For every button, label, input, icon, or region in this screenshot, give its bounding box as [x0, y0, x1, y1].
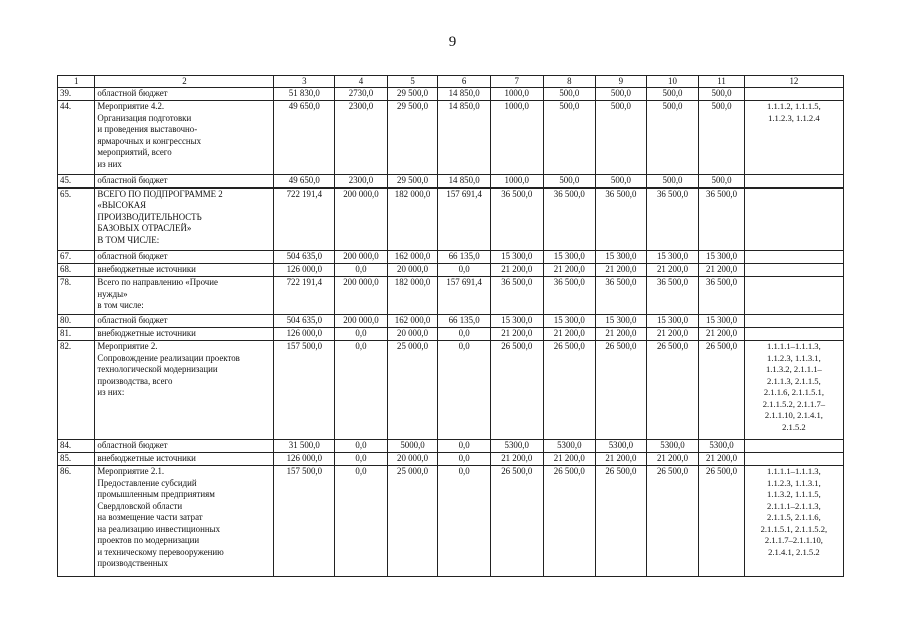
amount-cell: 36 500,0	[543, 277, 596, 315]
amount-cell: 20 000,0	[387, 328, 438, 341]
amount-cell: 500,0	[646, 101, 699, 175]
amount-cell: 200 000,0	[335, 188, 388, 251]
amount-cell: 0,0	[335, 466, 388, 577]
amount-cell: 26 500,0	[490, 341, 543, 440]
row-number: 68.	[58, 264, 95, 277]
amount-cell: 15 300,0	[596, 251, 647, 264]
amount-cell: 0,0	[335, 440, 388, 453]
amount-cell: 21 200,0	[596, 264, 647, 277]
amount-cell: 26 500,0	[699, 341, 745, 440]
table-row	[58, 188, 844, 251]
column-header: 1	[58, 76, 95, 88]
amount-cell: 36 500,0	[596, 188, 647, 251]
target-indicators: 1.1.1.2, 1.1.1.5, 1.1.2.3, 1.1.2.4	[744, 101, 843, 175]
row-number: 82.	[58, 341, 95, 440]
amount-cell: 26 500,0	[596, 466, 647, 577]
column-header: 3	[274, 76, 335, 88]
amount-cell: 36 500,0	[596, 277, 647, 315]
amount-cell: 26 500,0	[596, 341, 647, 440]
amount-cell: 21 200,0	[646, 453, 699, 466]
column-header-row	[58, 76, 844, 88]
target-indicators	[744, 328, 843, 341]
amount-cell: 0,0	[438, 453, 491, 466]
amount-cell: 36 500,0	[646, 277, 699, 315]
row-number: 80.	[58, 315, 95, 328]
column-header: 6	[438, 76, 491, 88]
row-title: Мероприятие 2. Сопровождение реализации проектов технологической модернизации производства, всего из них:	[95, 341, 274, 440]
table-row	[58, 315, 844, 328]
row-number: 85.	[58, 453, 95, 466]
amount-cell: 0,0	[438, 341, 491, 440]
row-number: 39.	[58, 88, 95, 101]
amount-cell: 15 300,0	[699, 251, 745, 264]
table-row	[58, 264, 844, 277]
amount-cell: 504 635,0	[274, 315, 335, 328]
amount-cell: 0,0	[438, 328, 491, 341]
amount-cell: 29 500,0	[387, 101, 438, 175]
amount-cell: 14 850,0	[438, 88, 491, 101]
column-header: 9	[596, 76, 647, 88]
amount-cell: 5300,0	[699, 440, 745, 453]
amount-cell: 500,0	[699, 88, 745, 101]
target-indicators	[744, 277, 843, 315]
amount-cell: 15 300,0	[596, 315, 647, 328]
amount-cell: 0,0	[438, 264, 491, 277]
amount-cell: 26 500,0	[646, 341, 699, 440]
amount-cell: 500,0	[699, 101, 745, 175]
row-title: ВСЕГО ПО ПОДПРОГРАММЕ 2 «ВЫСОКАЯ ПРОИЗВОДИТЕЛЬНОСТЬ БАЗОВЫХ ОТРАСЛЕЙ» В ТОМ ЧИСЛЕ:	[95, 188, 274, 251]
row-title: областной бюджет	[95, 88, 274, 101]
amount-cell: 504 635,0	[274, 251, 335, 264]
amount-cell: 500,0	[596, 101, 647, 175]
table-row	[58, 341, 844, 440]
amount-cell: 15 300,0	[490, 315, 543, 328]
amount-cell: 500,0	[596, 88, 647, 101]
amount-cell: 2300,0	[335, 175, 388, 188]
amount-cell: 157 500,0	[274, 341, 335, 440]
budget-table	[57, 75, 844, 577]
amount-cell: 182 000,0	[387, 277, 438, 315]
amount-cell: 182 000,0	[387, 188, 438, 251]
amount-cell: 722 191,4	[274, 188, 335, 251]
amount-cell: 500,0	[646, 88, 699, 101]
amount-cell: 500,0	[543, 101, 596, 175]
target-indicators	[744, 88, 843, 101]
amount-cell: 5300,0	[646, 440, 699, 453]
amount-cell: 0,0	[335, 453, 388, 466]
row-title: Всего по направлению «Прочие нужды» в том числе:	[95, 277, 274, 315]
amount-cell: 21 200,0	[543, 264, 596, 277]
amount-cell: 0,0	[438, 440, 491, 453]
table-row	[58, 175, 844, 188]
amount-cell: 36 500,0	[490, 188, 543, 251]
amount-cell: 500,0	[699, 175, 745, 188]
target-indicators	[744, 264, 843, 277]
amount-cell: 162 000,0	[387, 251, 438, 264]
amount-cell: 162 000,0	[387, 315, 438, 328]
amount-cell: 36 500,0	[646, 188, 699, 251]
amount-cell: 5300,0	[490, 440, 543, 453]
amount-cell: 26 500,0	[699, 466, 745, 577]
table-row	[58, 88, 844, 101]
amount-cell: 126 000,0	[274, 453, 335, 466]
amount-cell: 66 135,0	[438, 315, 491, 328]
amount-cell: 21 200,0	[490, 264, 543, 277]
amount-cell: 21 200,0	[646, 264, 699, 277]
amount-cell: 15 300,0	[490, 251, 543, 264]
target-indicators	[744, 453, 843, 466]
row-number: 86.	[58, 466, 95, 577]
row-number: 78.	[58, 277, 95, 315]
row-number: 44.	[58, 101, 95, 175]
amount-cell: 21 200,0	[699, 264, 745, 277]
amount-cell: 21 200,0	[543, 328, 596, 341]
row-number: 65.	[58, 188, 95, 251]
row-title: внебюджетные источники	[95, 264, 274, 277]
amount-cell: 66 135,0	[438, 251, 491, 264]
amount-cell: 126 000,0	[274, 328, 335, 341]
target-indicators: 1.1.1.1–1.1.1.3, 1.1.2.3, 1.1.3.1, 1.1.3.2, 2.1.1.1– 2.1.1.3, 2.1.1.5, 2.1.1.6, 2.1.1.5.1, 2.1.1.5.2, 2.1.1.7– 2.1.1.10, 2.1.4.1, 2.1.5.2	[744, 341, 843, 440]
amount-cell: 29 500,0	[387, 88, 438, 101]
amount-cell: 1000,0	[490, 101, 543, 175]
amount-cell: 5300,0	[543, 440, 596, 453]
table-row	[58, 453, 844, 466]
amount-cell: 21 200,0	[699, 453, 745, 466]
target-indicators	[744, 251, 843, 264]
column-header: 11	[699, 76, 745, 88]
target-indicators	[744, 440, 843, 453]
amount-cell: 15 300,0	[543, 251, 596, 264]
amount-cell: 157 500,0	[274, 466, 335, 577]
row-title: областной бюджет	[95, 175, 274, 188]
column-header: 12	[744, 76, 843, 88]
amount-cell: 49 650,0	[274, 175, 335, 188]
amount-cell: 26 500,0	[543, 466, 596, 577]
amount-cell: 21 200,0	[490, 328, 543, 341]
amount-cell: 1000,0	[490, 88, 543, 101]
target-indicators: 1.1.1.1–1.1.1.3, 1.1.2.3, 1.1.3.1, 1.1.3.2, 1.1.1.5, 2.1.1.1–2.1.1.3, 2.1.1.5, 2.1.1.6, 2.1.1.5.1, 2.1.1.5.2, 2.1.1.7–2.1.1.10, 2.1.4.1, 2.1.5.2	[744, 466, 843, 577]
amount-cell: 25 000,0	[387, 466, 438, 577]
amount-cell: 25 000,0	[387, 341, 438, 440]
amount-cell: 5300,0	[596, 440, 647, 453]
amount-cell: 36 500,0	[699, 188, 745, 251]
table-row	[58, 101, 844, 175]
column-header: 5	[387, 76, 438, 88]
amount-cell: 0,0	[335, 328, 388, 341]
amount-cell: 0,0	[335, 264, 388, 277]
amount-cell: 21 200,0	[596, 453, 647, 466]
amount-cell: 20 000,0	[387, 264, 438, 277]
amount-cell: 5000,0	[387, 440, 438, 453]
amount-cell: 31 500,0	[274, 440, 335, 453]
table-row	[58, 440, 844, 453]
amount-cell: 15 300,0	[699, 315, 745, 328]
amount-cell: 51 830,0	[274, 88, 335, 101]
amount-cell: 2730,0	[335, 88, 388, 101]
amount-cell: 200 000,0	[335, 315, 388, 328]
amount-cell: 722 191,4	[274, 277, 335, 315]
amount-cell: 500,0	[543, 88, 596, 101]
target-indicators	[744, 175, 843, 188]
table-row	[58, 277, 844, 315]
page-number: 9	[448, 34, 457, 50]
amount-cell: 21 200,0	[543, 453, 596, 466]
amount-cell: 200 000,0	[335, 251, 388, 264]
column-header: 4	[335, 76, 388, 88]
row-title: внебюджетные источники	[95, 453, 274, 466]
row-title: Мероприятие 4.2. Организация подготовки и проведения выставочно- ярмарочных и конгрессных мероприятий, всего из них	[95, 101, 274, 175]
amount-cell: 0,0	[438, 466, 491, 577]
amount-cell: 15 300,0	[543, 315, 596, 328]
row-number: 67.	[58, 251, 95, 264]
column-header: 7	[490, 76, 543, 88]
amount-cell: 0,0	[335, 341, 388, 440]
amount-cell: 20 000,0	[387, 453, 438, 466]
amount-cell: 15 300,0	[646, 251, 699, 264]
row-number: 45.	[58, 175, 95, 188]
row-title: внебюджетные источники	[95, 328, 274, 341]
amount-cell: 36 500,0	[490, 277, 543, 315]
table-body	[58, 88, 844, 577]
amount-cell: 157 691,4	[438, 277, 491, 315]
row-number: 81.	[58, 328, 95, 341]
amount-cell: 29 500,0	[387, 175, 438, 188]
amount-cell: 36 500,0	[543, 188, 596, 251]
table-row	[58, 466, 844, 577]
row-number: 84.	[58, 440, 95, 453]
amount-cell: 500,0	[596, 175, 647, 188]
amount-cell: 26 500,0	[646, 466, 699, 577]
amount-cell: 36 500,0	[699, 277, 745, 315]
amount-cell: 157 691,4	[438, 188, 491, 251]
amount-cell: 500,0	[646, 175, 699, 188]
target-indicators	[744, 315, 843, 328]
column-header: 8	[543, 76, 596, 88]
amount-cell: 21 200,0	[646, 328, 699, 341]
column-header: 10	[646, 76, 699, 88]
amount-cell: 26 500,0	[490, 466, 543, 577]
amount-cell: 26 500,0	[543, 341, 596, 440]
table-row	[58, 328, 844, 341]
amount-cell: 21 200,0	[699, 328, 745, 341]
amount-cell: 126 000,0	[274, 264, 335, 277]
table-row	[58, 251, 844, 264]
target-indicators	[744, 188, 843, 251]
column-header: 2	[95, 76, 274, 88]
amount-cell: 200 000,0	[335, 277, 388, 315]
amount-cell: 49 650,0	[274, 101, 335, 175]
row-title: областной бюджет	[95, 440, 274, 453]
row-title: областной бюджет	[95, 251, 274, 264]
amount-cell: 15 300,0	[646, 315, 699, 328]
amount-cell: 500,0	[543, 175, 596, 188]
amount-cell: 14 850,0	[438, 175, 491, 188]
amount-cell: 14 850,0	[438, 101, 491, 175]
amount-cell: 21 200,0	[490, 453, 543, 466]
row-title: областной бюджет	[95, 315, 274, 328]
row-title: Мероприятие 2.1. Предоставление субсидий промышленным предприятиям Свердловской области на возмещение части затрат на реализацию инвестиционных проектов по модернизации и техническому перевооружению производственных	[95, 466, 274, 577]
amount-cell: 1000,0	[490, 175, 543, 188]
amount-cell: 21 200,0	[596, 328, 647, 341]
amount-cell: 2300,0	[335, 101, 388, 175]
